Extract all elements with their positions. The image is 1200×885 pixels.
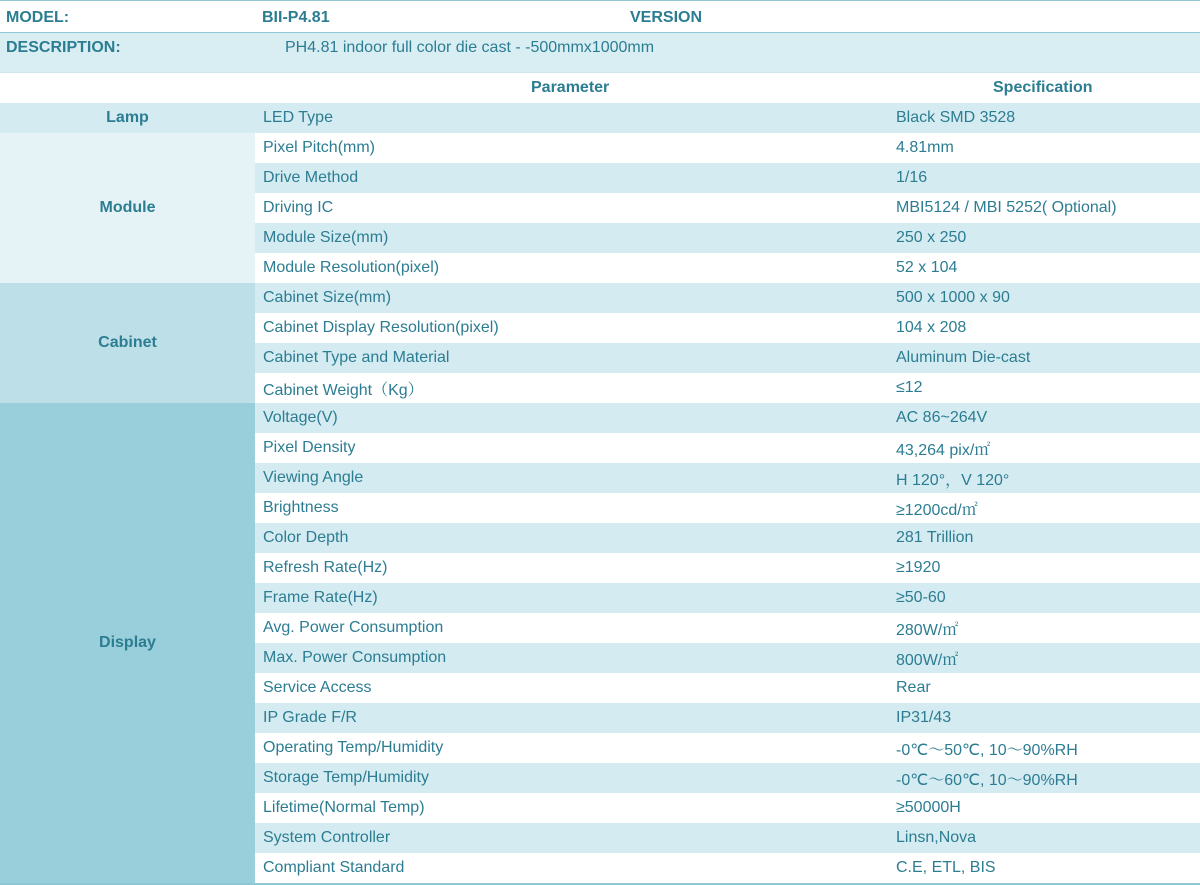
table-row (255, 313, 1200, 343)
specification-column-header: Specification (993, 79, 1093, 96)
table-row (255, 343, 1200, 373)
spec-cell: IP31/43 (896, 709, 952, 726)
table-row (255, 433, 1200, 463)
parameter-cell: Brightness (263, 499, 339, 516)
spec-cell: MBI5124 / MBI 5252( Optional) (896, 199, 1117, 216)
table-row (255, 763, 1200, 793)
model-row (0, 0, 1200, 33)
spec-table-body (255, 103, 1200, 883)
parameter-cell: Service Access (263, 679, 372, 696)
table-row (255, 553, 1200, 583)
table-row (255, 793, 1200, 823)
group-display: Display (0, 403, 255, 883)
table-row (255, 283, 1200, 313)
spec-cell: Aluminum Die-cast (896, 349, 1031, 366)
spec-cell: 250 x 250 (896, 229, 967, 246)
parameter-cell: Module Resolution(pixel) (263, 259, 440, 276)
parameter-cell: Color Depth (263, 529, 349, 546)
table-row (255, 703, 1200, 733)
table-row (255, 193, 1200, 223)
parameter-cell: Module Size(mm) (263, 229, 389, 246)
spec-cell: 500 x 1000 x 90 (896, 289, 1010, 306)
spec-cell: 281 Trillion (896, 529, 974, 546)
parameter-cell: Frame Rate(Hz) (263, 589, 378, 606)
table-row (255, 493, 1200, 523)
table-row (255, 133, 1200, 163)
table-row (255, 223, 1200, 253)
spec-cell: Linsn,Nova (896, 829, 977, 846)
parameter-cell: Avg. Power Consumption (263, 619, 444, 636)
spec-cell: -0℃～50℃, 10～90%RH (896, 741, 1078, 759)
parameter-cell: Cabinet Type and Material (263, 349, 450, 366)
parameter-cell: Pixel Pitch(mm) (263, 139, 376, 156)
description-row (0, 33, 1200, 73)
table-row (255, 403, 1200, 433)
table-row (255, 613, 1200, 643)
table-row (255, 673, 1200, 703)
model-label: MODEL: (6, 9, 70, 26)
model-value: BII-P4.81 (262, 9, 330, 26)
table-row (255, 463, 1200, 493)
version-label: VERSION (630, 9, 703, 26)
spec-cell: ≥50000H (896, 799, 961, 816)
parameter-cell: Cabinet Size(mm) (263, 289, 392, 306)
column-header-row (0, 73, 1200, 103)
parameter-cell: Drive Method (263, 169, 359, 186)
parameter-cell: Viewing Angle (263, 469, 364, 486)
spec-cell: 43,264 pix/㎡ (896, 441, 991, 459)
table-row (255, 823, 1200, 853)
parameter-cell: IP Grade F/R (263, 709, 357, 726)
parameter-cell: Max. Power Consumption (263, 649, 447, 666)
parameter-cell: Cabinet Weight（Kg） (263, 381, 424, 399)
parameter-cell: Lifetime(Normal Temp) (263, 799, 425, 816)
parameter-cell: Driving IC (263, 199, 334, 216)
description-value: PH4.81 indoor full color die cast - -500mmx1000mm (285, 39, 655, 56)
parameter-cell: Cabinet Display Resolution(pixel) (263, 319, 499, 336)
table-row (255, 373, 1200, 403)
table-row (255, 583, 1200, 613)
spec-cell: ≥1920 (896, 559, 941, 576)
parameter-cell: Pixel Density (263, 439, 356, 456)
table-row (255, 103, 1200, 133)
parameter-cell: LED Type (263, 109, 333, 126)
table-row (255, 853, 1200, 883)
spec-cell: H 120°，V 120° (896, 471, 1010, 489)
spec-cell: 280W/㎡ (896, 621, 959, 639)
spec-cell: 1/16 (896, 169, 928, 186)
table-row (255, 253, 1200, 283)
spec-cell: -0℃～60℃, 10～90%RH (896, 771, 1078, 789)
spec-cell: ≥1200cd/㎡ (896, 501, 978, 519)
parameter-cell: Compliant Standard (263, 859, 405, 876)
parameter-cell: Refresh Rate(Hz) (263, 559, 388, 576)
parameter-cell: Operating Temp/Humidity (263, 739, 444, 756)
description-label: DESCRIPTION: (6, 39, 121, 56)
spec-cell: 4.81mm (896, 139, 954, 156)
parameter-column-header: Parameter (531, 79, 610, 96)
spec-cell: Rear (896, 679, 931, 696)
table-row (255, 733, 1200, 763)
spec-cell: ≤12 (896, 379, 923, 396)
group-lamp: Lamp (0, 103, 255, 133)
spec-cell: C.E, ETL, BIS (896, 859, 996, 876)
group-cabinet: Cabinet (0, 283, 255, 403)
table-row (255, 163, 1200, 193)
table-row (255, 523, 1200, 553)
spec-cell: AC 86~264V (896, 409, 988, 426)
spec-cell: 52 x 104 (896, 259, 958, 276)
spec-cell: 800W/㎡ (896, 651, 959, 669)
parameter-cell: Voltage(V) (263, 409, 338, 426)
spec-cell: ≥50-60 (896, 589, 946, 606)
parameter-cell: Storage Temp/Humidity (263, 769, 429, 786)
spec-cell: Black SMD 3528 (896, 109, 1016, 126)
spec-cell: 104 x 208 (896, 319, 967, 336)
parameter-cell: System Controller (263, 829, 391, 846)
group-module: Module (0, 133, 255, 283)
table-row (255, 643, 1200, 673)
